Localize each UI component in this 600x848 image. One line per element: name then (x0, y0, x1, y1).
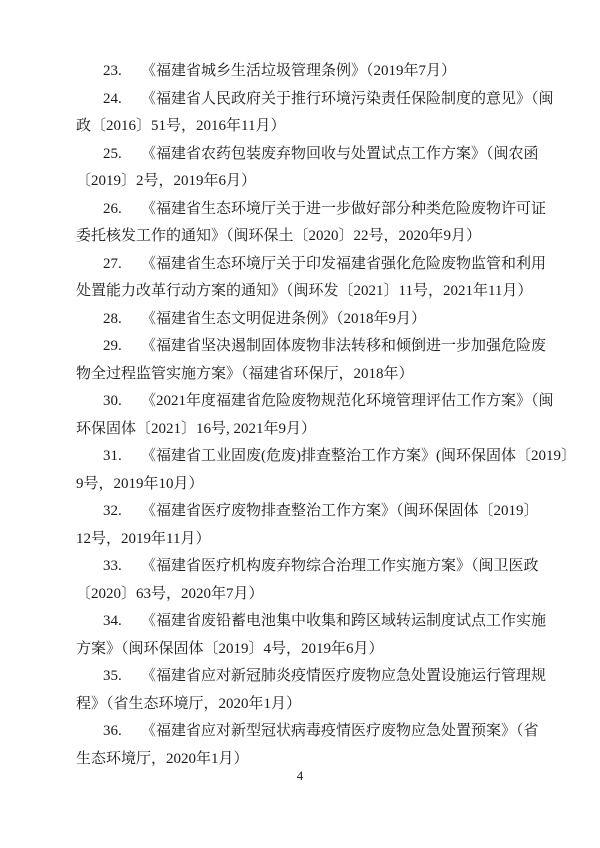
item-number: 25. (103, 145, 122, 162)
item-continuation-line: 生态环境厅，2020年1月） (76, 750, 249, 767)
list-item (76, 333, 547, 388)
item-text: 《福建省生态环境厅关于印发福建省强化危险废物监管和利用 (141, 255, 547, 272)
list-item (76, 196, 547, 251)
item-text: 《2021年度福建省危险废物规范化环境管理评估工作方案》（闽 (141, 393, 554, 409)
item-number: 24. (103, 90, 122, 107)
item-first-line (76, 663, 547, 691)
page-number: 4 (296, 768, 304, 783)
item-first-line (76, 333, 547, 361)
item-first-line (76, 608, 547, 636)
list-item (76, 498, 539, 553)
list-item (76, 86, 554, 141)
list-item (76, 141, 539, 196)
item-text: 《福建省应对新冠肺炎疫情医疗废物应急处置设施运行管理规 (141, 668, 547, 684)
item-number: 27. (103, 255, 122, 272)
item-number: 23. (103, 63, 122, 79)
list-item (76, 306, 523, 334)
item-text: 《福建省废铅蓄电池集中收集和跨区域转运制度试点工作实施 (141, 613, 547, 629)
item-text: 《福建省生态文明促进条例》（2018年9月） (141, 310, 427, 327)
item-number: 36. (103, 723, 122, 739)
item-text: 《福建省医疗机构废弃物综合治理工作实施方案》（闽卫医政 (141, 558, 539, 574)
item-continuation-line: 〔2020〕63号，2020年7月） (76, 585, 264, 602)
item-number: 28. (103, 310, 122, 327)
item-first-line (76, 443, 576, 471)
item-first-line (76, 388, 554, 416)
item-text: 《福建省农药包装废弃物回收与处置试点工作方案》（闽农函 (141, 145, 539, 162)
item-number: 33. (103, 558, 122, 574)
item-continuation-line: 方案》（闽环保固体〔2019〕4号，2019年6月） (76, 640, 384, 657)
item-text: 《福建省城乡生活垃圾管理条例》（2019年7月） (141, 63, 457, 79)
item-number: 29. (103, 338, 122, 354)
item-first-line (76, 141, 539, 169)
item-first-line (76, 498, 539, 526)
item-number: 35. (103, 668, 122, 684)
list-item (76, 553, 539, 608)
item-number: 32. (103, 503, 122, 519)
item-first-line (76, 718, 539, 746)
list-item (76, 388, 554, 443)
list-item (76, 608, 547, 663)
list-item (76, 443, 576, 498)
list-item (76, 663, 547, 718)
reference-list (76, 58, 576, 773)
list-item (76, 58, 523, 86)
item-continuation-line: 政〔2016〕51号，2016年11月） (76, 118, 286, 134)
item-continuation-line: 程》（省生态环境厅，2020年1月） (76, 695, 302, 712)
item-continuation-line: 环保固体〔2021〕16号, 2021年9月） (76, 420, 317, 437)
list-item (76, 718, 539, 773)
item-number: 34. (103, 613, 122, 629)
item-number: 30. (103, 393, 122, 409)
item-text: 《福建省生态环境厅关于进一步做好部分种类危险废物许可证 (141, 200, 547, 217)
item-continuation-line: 处置能力改革行动方案的通知》（闽环发〔2021〕11号，2021年11月） (76, 283, 533, 299)
item-continuation-line: 〔2019〕2号，2019年6月） (76, 173, 257, 189)
item-text: 《福建省应对新型冠状病毒疫情医疗废物应急处置预案》（省 (141, 723, 539, 739)
item-first-line (76, 553, 539, 581)
item-first-line (76, 306, 523, 334)
item-text: 《福建省人民政府关于推行环境污染责任保险制度的意见》（闽 (141, 90, 554, 107)
item-number: 31. (103, 448, 122, 464)
item-text: 《福建省医疗废物排查整治工作方案》（闽环保固体〔2019〕 (141, 503, 539, 519)
item-continuation-line: 12号，2019年11月） (76, 530, 211, 547)
item-continuation-line: 委托核发工作的通知》（闽环保土〔2020〕22号，2020年9月） (76, 228, 482, 244)
item-continuation-line: 物全过程监管实施方案》（福建省环保厅，2018年） (76, 365, 414, 382)
item-first-line (76, 86, 554, 114)
item-text: 《福建省工业固废(危废)排查整治工作方案》(闽环保固体〔2019〕 (141, 448, 576, 464)
list-item (76, 251, 547, 306)
item-first-line (76, 196, 547, 224)
item-number: 26. (103, 200, 122, 217)
item-first-line (76, 58, 523, 86)
item-first-line (76, 251, 547, 279)
item-text: 《福建省坚决遏制固体废物非法转移和倾倒进一步加强危险废 (141, 338, 547, 354)
item-continuation-line: 9号，2019年10月） (76, 475, 204, 492)
